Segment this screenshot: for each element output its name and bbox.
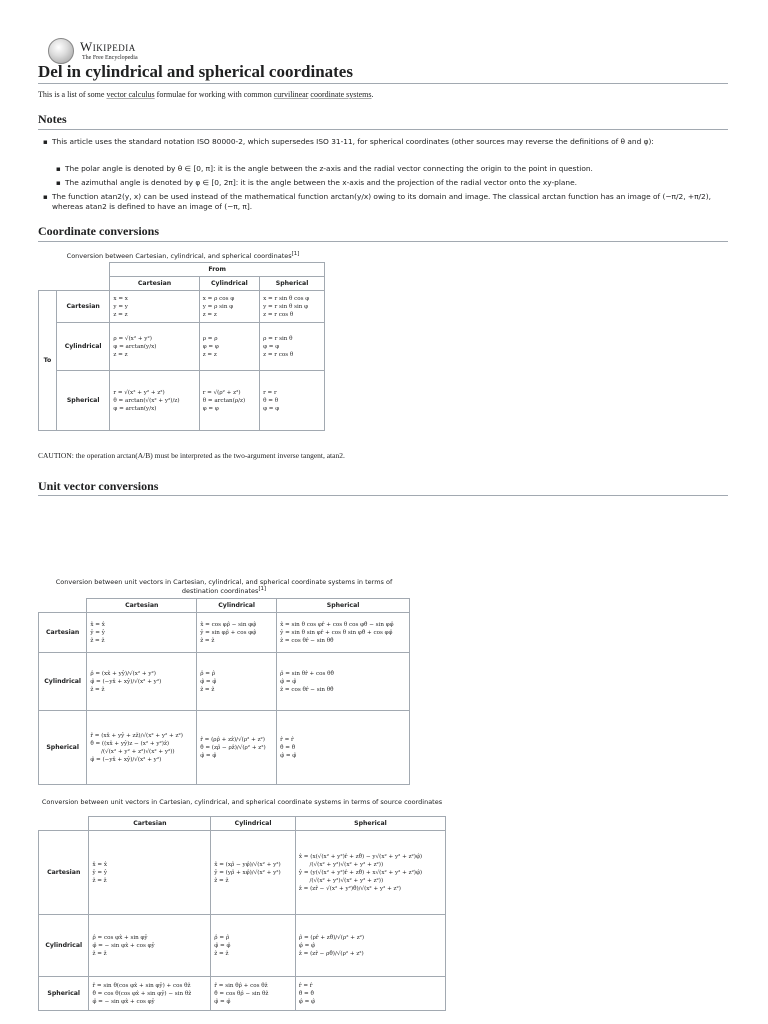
formula-cell: ρ̂ = ρ̂ φ̂ = φ̂ ẑ = ẑ xyxy=(197,653,277,711)
notes-divider xyxy=(38,129,728,130)
formula-cell: r̂ = (ρρ̂ + zẑ)/√(ρ² + z²) θ̂ = (zρ̂ − ρẑ)/√(ρ² + z²) φ̂ = φ̂ xyxy=(197,711,277,785)
formula-cell: r̂ = r̂ θ̂ = θ̂ φ̂ = φ̂ xyxy=(295,977,445,1011)
formula-cell: r̂ = sin θ(cos φx̂ + sin φŷ) + cos θẑ θ̂ = cos θ(cos φx̂ + sin φŷ) − sin θẑ φ̂ = − sin φx̂ + cos φŷ xyxy=(89,977,211,1011)
formula-cell: ρ̂ = (xx̂ + yŷ)/√(x² + y²) φ̂ = (−yx̂ + xŷ)/√(x² + y²) ẑ = ẑ xyxy=(87,653,197,711)
unit-vector-source-table xyxy=(38,816,446,1011)
formula-cell: x̂ = x̂ ŷ = ŷ ẑ = ẑ xyxy=(89,831,211,915)
coord-table-caption: Conversion between Cartesian, cylindrical, and spherical coordinates[1] xyxy=(66,251,300,261)
formula-cell: ρ = √(x² + y²) φ = arctan(y/x) z = z xyxy=(110,323,199,371)
intro-text: This is a list of some vector calculus formulae for working with common curvilinear coordinate systems. xyxy=(38,90,374,99)
from-header: From xyxy=(110,263,325,277)
row-cartesian: Cartesian xyxy=(39,831,89,915)
formula-cell: x = x y = y z = z xyxy=(110,291,199,323)
site-name[interactable]: Wikipedia xyxy=(80,39,136,54)
site-tagline: The Free Encyclopedia xyxy=(82,55,138,61)
formula-cell: r̂ = sin θρ̂ + cos θẑ θ̂ = cos θρ̂ − sin θẑ φ̂ = φ̂ xyxy=(211,977,296,1011)
link-coordinate-systems[interactable]: coordinate systems xyxy=(310,90,372,99)
to-header: To xyxy=(39,291,57,431)
coordinate-conversions-heading: Coordinate conversions xyxy=(38,224,159,238)
formula-cell: r = r θ = θ φ = φ xyxy=(260,371,325,431)
formula-cell: x = ρ cos φ y = ρ sin φ z = z xyxy=(199,291,259,323)
formula-cell: r = √(x² + y² + z²) θ = arctan(√(x² + y²)/z) φ = arctan(y/x) xyxy=(110,371,199,431)
formula-cell: ρ = ρ φ = φ z = z xyxy=(199,323,259,371)
row-cylindrical: Cylindrical xyxy=(39,915,89,977)
col-cylindrical: Cylindrical xyxy=(199,277,259,291)
formula-cell: r̂ = r̂ θ̂ = θ̂ φ̂ = φ̂ xyxy=(277,711,410,785)
col-spherical: Spherical xyxy=(295,817,445,831)
unit-vector-heading: Unit vector conversions xyxy=(38,479,159,493)
col-cartesian: Cartesian xyxy=(110,277,199,291)
unit-divider xyxy=(38,495,728,496)
note-bullet-polar: ▪ The polar angle is denoted by θ ∈ [0, π]: it is the angle between the z-axis and the radial vector connecting the origin to the point in question. xyxy=(65,164,725,174)
link-curvilinear[interactable]: curvilinear xyxy=(273,90,309,99)
unit-table2-caption: Conversion between unit vectors in Cartesian, cylindrical, and spherical coordinate systems in terms of source coordinates xyxy=(41,798,443,806)
note-bullet-notation: ▪ This article uses the standard notation ISO 80000-2, which supersedes ISO 31-11, for spherical coordinates (other sources may reverse the definitions of θ and φ): xyxy=(52,137,728,147)
col-cartesian: Cartesian xyxy=(87,599,197,613)
title-divider xyxy=(38,83,728,84)
caution-note: CAUTION: the operation arctan(A/B) must be interpreted as the two-argument inverse tangent, atan2. xyxy=(38,451,345,460)
note-bullet-azimuthal: ▪ The azimuthal angle is denoted by φ ∈ [0, 2π]: it is the angle between the x-axis and the projection of the radial vector onto the xy-plane. xyxy=(65,178,725,188)
formula-cell: x̂ = (xρ̂ − yφ̂)/√(x² + y²) ŷ = (yρ̂ + xφ̂)/√(x² + y²) ẑ = ẑ xyxy=(211,831,296,915)
col-cylindrical: Cylindrical xyxy=(211,817,296,831)
col-cartesian: Cartesian xyxy=(89,817,211,831)
row-spherical: Spherical xyxy=(56,371,110,431)
formula-cell: ρ̂ = ρ̂ φ̂ = φ̂ ẑ = ẑ xyxy=(211,915,296,977)
unit-table1-caption: Conversion between unit vectors in Cartesian, cylindrical, and spherical coordinate systems in terms of destination coordinates[1] xyxy=(55,578,393,596)
formula-cell: x̂ = cos φρ̂ − sin φφ̂ ŷ = sin φρ̂ + cos φφ̂ ẑ = ẑ xyxy=(197,613,277,653)
row-cartesian: Cartesian xyxy=(39,613,87,653)
formula-cell: r = √(ρ² + z²) θ = arctan(ρ/z) φ = φ xyxy=(199,371,259,431)
formula-cell: r̂ = (xx̂ + yŷ + zẑ)/√(x² + y² + z²) θ̂ = ((xx̂ + yŷ)z − (x² + y²)ẑ) /(√(x² + y² + z²)√(x² + y²)) φ̂ = (−yx̂ + xŷ)/√(x² + y²) xyxy=(87,711,197,785)
notes-heading: Notes xyxy=(38,112,67,126)
row-spherical: Spherical xyxy=(39,711,87,785)
formula-cell: ρ̂ = (ρr̂ + zθ̂)/√(ρ² + z²) φ̂ = φ̂ ẑ = (zr̂ − ρθ̂)/√(ρ² + z²) xyxy=(295,915,445,977)
formula-cell: x̂ = (x(√(x² + y²)r̂ + zθ̂) − y√(x² + y² + z²)φ̂) /(√(x² + y²)√(x² + y² + z²)) ŷ = (y(√(x² + y²)r̂ + zθ̂) + x√(x² + y² + z²)φ̂) /(√(x² + y²)√(x² + y² + z²)) ẑ = (zr̂ − √(x² + y²)θ̂)/√(x² + y² + z²) xyxy=(295,831,445,915)
row-cartesian: Cartesian xyxy=(56,291,110,323)
link-vector-calculus[interactable]: vector calculus xyxy=(106,90,155,99)
formula-cell: x = r sin θ cos φ y = r sin θ sin φ z = r cos θ xyxy=(260,291,325,323)
ref-1[interactable]: [1] xyxy=(291,251,300,257)
row-spherical: Spherical xyxy=(39,977,89,1011)
page-title: Del in cylindrical and spherical coordinates xyxy=(38,62,353,81)
formula-cell: x̂ = sin θ cos φr̂ + cos θ cos φθ̂ − sin φφ̂ ŷ = sin θ sin φr̂ + cos θ sin φθ̂ + cos φφ̂ ẑ = cos θr̂ − sin θθ̂ xyxy=(277,613,410,653)
note-bullet-atan2: ▪ The function atan2(y, x) can be used instead of the mathematical function arctan(y/x) owing to its domain and image. The classical arctan function has an image of (−π/2, +π/2), whereas atan2 is defined to have an image of (−π, π]. xyxy=(52,192,728,212)
wikipedia-globe-icon[interactable] xyxy=(48,38,74,64)
coord-divider xyxy=(38,241,728,242)
formula-cell: ρ = r sin θ φ = φ z = r cos θ xyxy=(260,323,325,371)
ref-1[interactable]: [1] xyxy=(258,586,267,592)
formula-cell: ρ̂ = cos φx̂ + sin φŷ φ̂ = − sin φx̂ + cos φŷ ẑ = ẑ xyxy=(89,915,211,977)
col-spherical: Spherical xyxy=(260,277,325,291)
row-cylindrical: Cylindrical xyxy=(39,653,87,711)
formula-cell: ρ̂ = sin θr̂ + cos θθ̂ φ̂ = φ̂ ẑ = cos θr̂ − sin θθ̂ xyxy=(277,653,410,711)
col-cylindrical: Cylindrical xyxy=(197,599,277,613)
unit-vector-destination-table xyxy=(38,598,410,785)
col-spherical: Spherical xyxy=(277,599,410,613)
coordinate-conversion-table xyxy=(38,262,325,431)
formula-cell: x̂ = x̂ ŷ = ŷ ẑ = ẑ xyxy=(87,613,197,653)
row-cylindrical: Cylindrical xyxy=(56,323,110,371)
